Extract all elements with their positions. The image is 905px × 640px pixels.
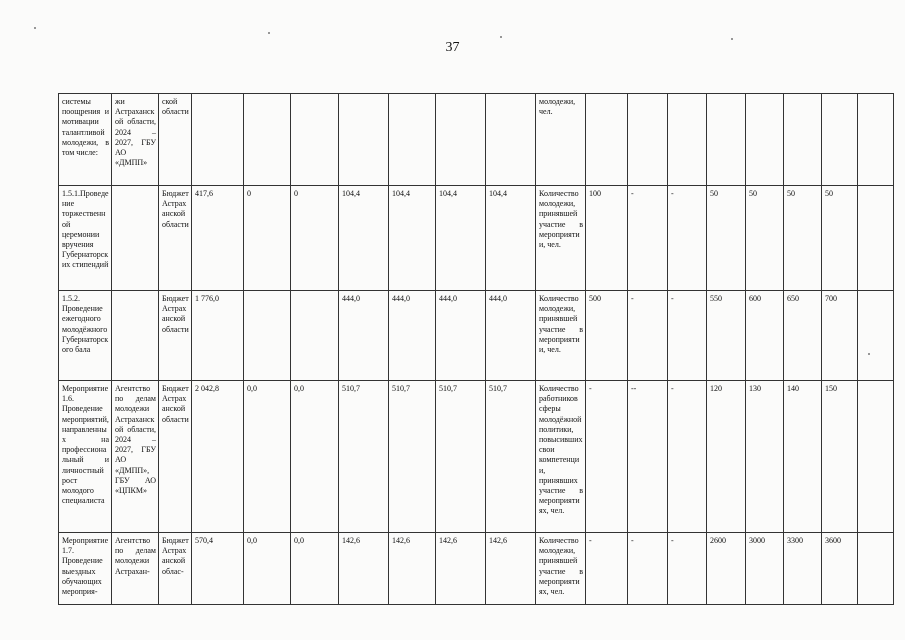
- target-value-cell: -: [668, 291, 707, 381]
- target-value-cell: 3600: [822, 533, 858, 605]
- target-value-cell: 500: [586, 291, 628, 381]
- funding-value-cell: 104,4: [486, 186, 536, 291]
- activity-name-cell: системы поощрения и мотивации талантливой молодежи, в том числе:: [59, 94, 112, 186]
- target-value-cell: 130: [746, 381, 784, 533]
- target-value-cell: [822, 94, 858, 186]
- target-value-cell: 550: [707, 291, 746, 381]
- funding-value-cell: [486, 94, 536, 186]
- funding-value-cell: [291, 291, 339, 381]
- funding-value-cell: 0: [291, 186, 339, 291]
- activity-name-cell: 1.5.2. Проведение ежегодного молодёжного Губернаторского бала: [59, 291, 112, 381]
- target-value-cell: 150: [822, 381, 858, 533]
- funding-value-cell: 0: [244, 186, 291, 291]
- funding-value-cell: 0,0: [291, 533, 339, 605]
- target-value-cell: 700: [822, 291, 858, 381]
- target-value-cell: 2600: [707, 533, 746, 605]
- funding-value-cell: 0,0: [244, 533, 291, 605]
- empty-cell: [858, 186, 894, 291]
- target-value-cell: 50: [746, 186, 784, 291]
- funding-value-cell: 142,6: [486, 533, 536, 605]
- executor-cell: Агентство по делам молодежи Астраханской области, 2024 – 2027, ГБУ АО «ДМПП», ГБУ АО «ЦПКМ»: [112, 381, 159, 533]
- activity-name-cell: 1.5.1.Проведение торжественной церемонии вручения Губернаторских стипендий: [59, 186, 112, 291]
- target-value-cell: 50: [784, 186, 822, 291]
- funding-source-cell: ской области: [159, 94, 192, 186]
- target-value-cell: 50: [707, 186, 746, 291]
- funding-value-cell: 1 776,0: [192, 291, 244, 381]
- executor-cell: жи Астраханской области, 2024 – 2027, ГБУ АО «ДМПП»: [112, 94, 159, 186]
- scan-speck: [868, 353, 870, 355]
- target-value-cell: 3000: [746, 533, 784, 605]
- page-number: 37: [445, 40, 460, 55]
- target-value-cell: [668, 94, 707, 186]
- funding-value-cell: [291, 94, 339, 186]
- indicator-cell: Количество молодежи, принявшей участие в мероприятиях, чел.: [536, 533, 586, 605]
- empty-cell: [858, 533, 894, 605]
- funding-value-cell: [192, 94, 244, 186]
- funding-value-cell: 0,0: [291, 381, 339, 533]
- funding-value-cell: 104,4: [339, 186, 389, 291]
- scan-speck: [34, 27, 36, 29]
- funding-value-cell: 142,6: [339, 533, 389, 605]
- target-value-cell: [784, 94, 822, 186]
- funding-value-cell: 142,6: [389, 533, 436, 605]
- table-row: [59, 94, 894, 186]
- empty-cell: [858, 381, 894, 533]
- target-value-cell: -: [628, 186, 668, 291]
- target-value-cell: -: [668, 533, 707, 605]
- indicator-cell: молодежи, чел.: [536, 94, 586, 186]
- executor-cell: [112, 291, 159, 381]
- table-row: [59, 186, 894, 291]
- target-value-cell: -: [628, 533, 668, 605]
- target-value-cell: [586, 94, 628, 186]
- target-value-cell: -: [586, 533, 628, 605]
- funding-source-cell: Бюджет Астраханской облас-: [159, 533, 192, 605]
- funding-value-cell: 2 042,8: [192, 381, 244, 533]
- indicator-cell: Количество молодежи, принявшей участие в мероприятии, чел.: [536, 291, 586, 381]
- funding-value-cell: 444,0: [339, 291, 389, 381]
- target-value-cell: 3300: [784, 533, 822, 605]
- target-value-cell: -: [586, 381, 628, 533]
- empty-cell: [858, 291, 894, 381]
- funding-source-cell: Бюджет Астраханской области: [159, 381, 192, 533]
- funding-source-cell: Бюджет Астраханской области: [159, 291, 192, 381]
- funding-value-cell: [436, 94, 486, 186]
- funding-value-cell: 0,0: [244, 381, 291, 533]
- program-table: [58, 93, 894, 605]
- target-value-cell: [628, 94, 668, 186]
- target-value-cell: --: [628, 381, 668, 533]
- scan-speck: [731, 38, 733, 40]
- funding-value-cell: 510,7: [339, 381, 389, 533]
- scan-speck: [268, 32, 270, 34]
- funding-value-cell: 104,4: [389, 186, 436, 291]
- target-value-cell: [707, 94, 746, 186]
- executor-cell: Агентство по делам молодежи Астрахан-: [112, 533, 159, 605]
- indicator-cell: Количество работников сферы молодёжной политики, повысивших свои компетенции, принявших участие в мероприятиях, чел.: [536, 381, 586, 533]
- funding-value-cell: [389, 94, 436, 186]
- activity-name-cell: Мероприятие 1.7. Проведение выездных обучающих мероприя-: [59, 533, 112, 605]
- target-value-cell: 650: [784, 291, 822, 381]
- funding-value-cell: [339, 94, 389, 186]
- funding-value-cell: 510,7: [436, 381, 486, 533]
- funding-value-cell: 104,4: [436, 186, 486, 291]
- table-row: [59, 381, 894, 533]
- target-value-cell: 600: [746, 291, 784, 381]
- empty-cell: [858, 94, 894, 186]
- executor-cell: [112, 186, 159, 291]
- funding-value-cell: 510,7: [486, 381, 536, 533]
- funding-value-cell: [244, 94, 291, 186]
- target-value-cell: [746, 94, 784, 186]
- target-value-cell: -: [628, 291, 668, 381]
- target-value-cell: 120: [707, 381, 746, 533]
- table-row: [59, 533, 894, 605]
- target-value-cell: 50: [822, 186, 858, 291]
- funding-value-cell: 444,0: [486, 291, 536, 381]
- target-value-cell: -: [668, 186, 707, 291]
- target-value-cell: 100: [586, 186, 628, 291]
- funding-value-cell: 570,4: [192, 533, 244, 605]
- indicator-cell: Количество молодежи, принявшей участие в мероприятии, чел.: [536, 186, 586, 291]
- activity-name-cell: Мероприятие 1.6. Проведение мероприятий, направленных на профессиональный и личностный рост молодого специалиста: [59, 381, 112, 533]
- funding-value-cell: [244, 291, 291, 381]
- table-row: [59, 291, 894, 381]
- funding-source-cell: Бюджет Астраханской области: [159, 186, 192, 291]
- funding-value-cell: 444,0: [389, 291, 436, 381]
- scan-speck: [500, 36, 502, 38]
- target-value-cell: -: [668, 381, 707, 533]
- funding-value-cell: 142,6: [436, 533, 486, 605]
- funding-value-cell: 444,0: [436, 291, 486, 381]
- target-value-cell: 140: [784, 381, 822, 533]
- funding-value-cell: 417,6: [192, 186, 244, 291]
- funding-value-cell: 510,7: [389, 381, 436, 533]
